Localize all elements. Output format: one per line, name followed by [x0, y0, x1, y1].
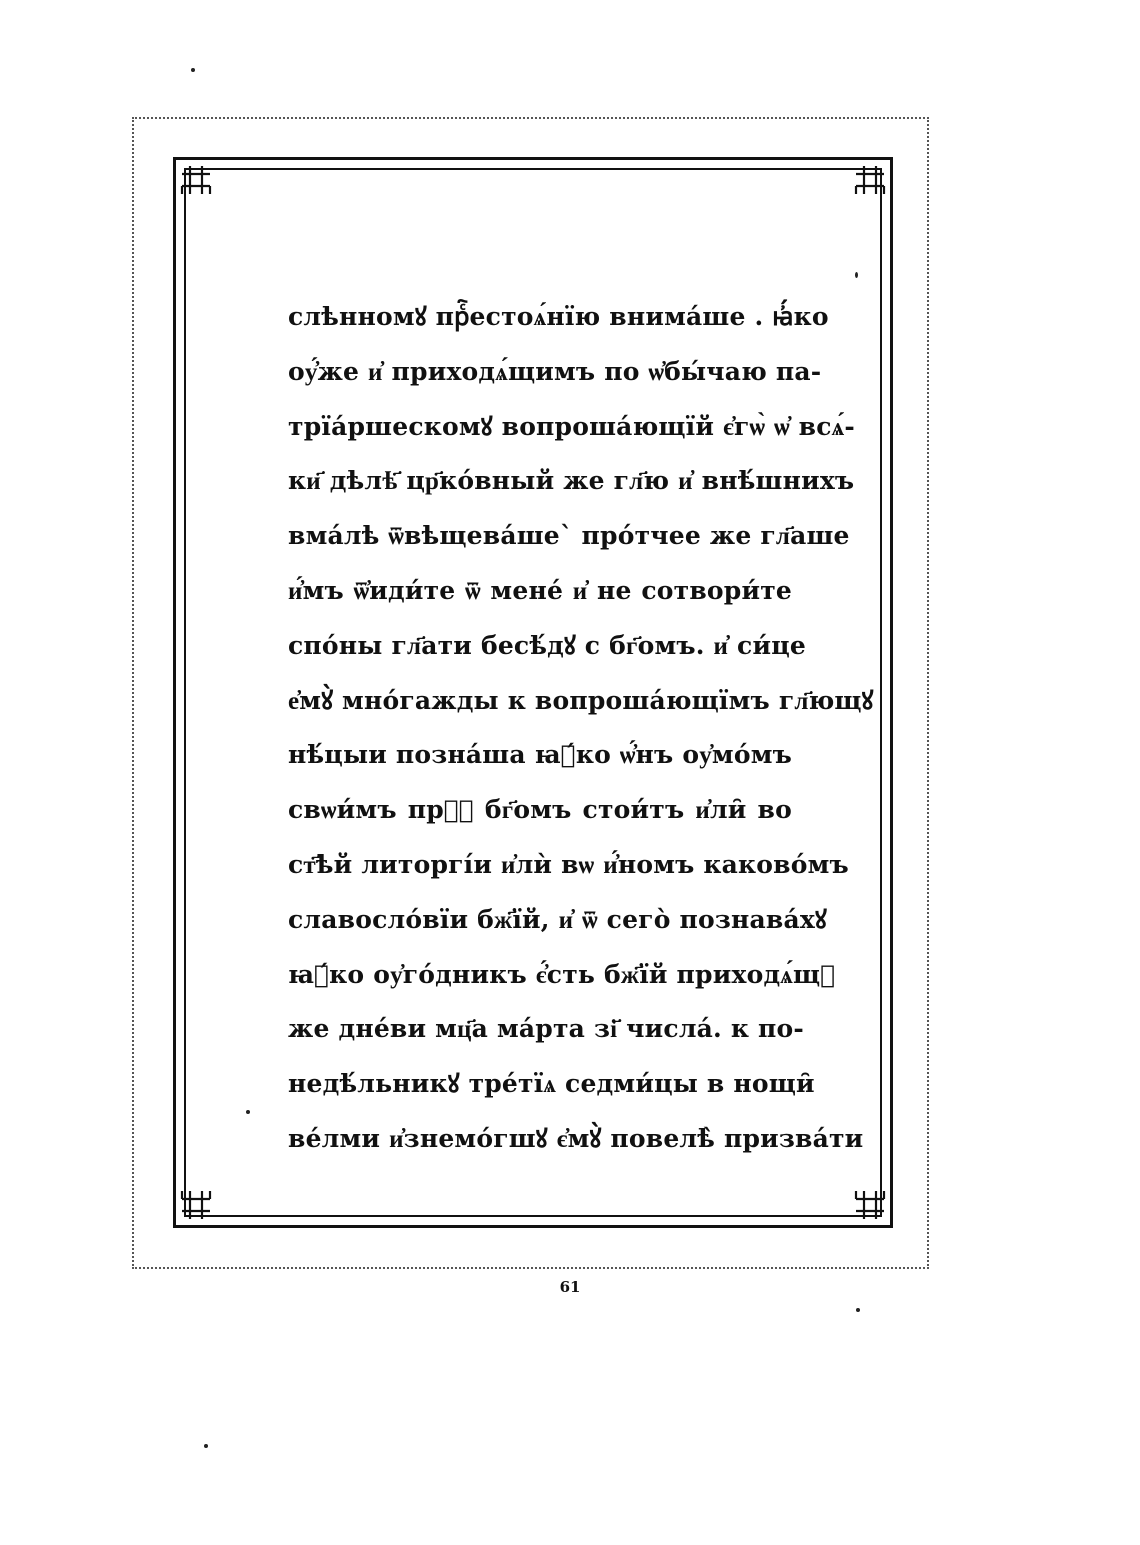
corner-ornament-icon — [852, 162, 888, 198]
page-number: 61 — [559, 1278, 581, 1296]
body-text — [288, 290, 874, 1167]
text-line: слѣнномꙋ прⷭ҇естоѧ́нїю внима́ше . ꙗ҆́ко — [288, 302, 829, 331]
text-line: ст҃ѣй литоргі́и и҆лѝ вѡ и҆́номъ каково́мъ — [288, 849, 849, 879]
text-line: вма́лѣ ѿвѣщева́ше` про́тчее же гл҃аше — [288, 521, 850, 551]
text-line: е҆мꙋ̀ мно́гажды к вопроша́ющїмъ гл҃ющꙋ — [288, 685, 874, 715]
text-line: и҆́мъ ѿ҆иди́те ѿ мене́ и҆ не сотвори́те — [288, 575, 792, 605]
text-line: нѣ́цыи позна́ша ꙗ҆́ко ѡ҆́нъ оу҆мо́мъ — [288, 740, 792, 770]
corner-ornament-icon — [852, 1187, 888, 1223]
corner-ornament-icon — [178, 1187, 214, 1223]
text-line: недѣ́льникꙋ тре́тїѧ седми́цы в нощи̑ — [288, 1069, 815, 1099]
text-line: ки҃ дѣлѣ҃ цр҃ко́вный же гл҃ю и҆ внѣ́шнихъ — [288, 466, 855, 496]
text-line: оу҆́же и҆ приходѧ́щимъ по ѡ҆бы́чаю па- — [288, 356, 822, 386]
text-line: же дне́ви мц҃а ма́рта зі҃ числа́. к по- — [288, 1014, 804, 1044]
text-frame — [173, 157, 893, 1228]
text-line: славосло́вїи бж҃їй, и҆ ѿ сего̀ познава́хꙋ — [288, 904, 827, 934]
text-line: трїа́ршескомꙋ вопроша́ющїй є҆гѡ̀ ѡ҆ всѧ́- — [288, 411, 855, 441]
text-line: ꙗ҆́ко оу҆го́дникъ є҆́сть бж҃їй приходѧ́щꙋ — [288, 959, 836, 989]
text-line: свѡи́мъ прⷣ҇ бг҃омъ стои́тъ и҆ли̑ во — [288, 795, 792, 825]
text-line: спо́ны гл҃ати бесѣ́дꙋ с бг҃омъ. и҆ си́це — [288, 630, 806, 660]
corner-ornament-icon — [178, 162, 214, 198]
text-line: ве́лми и҆знемо́гшꙋ є҆мꙋ̀ повелѣ̀ призва́ти — [288, 1123, 864, 1153]
